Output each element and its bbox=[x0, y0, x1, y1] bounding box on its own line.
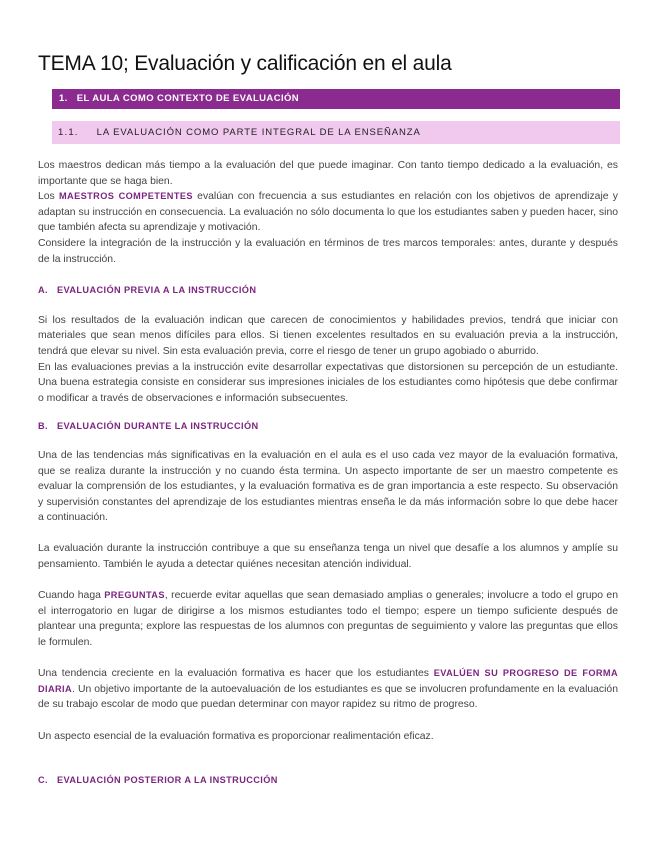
subheading-b bbox=[38, 419, 618, 435]
subheading-a bbox=[38, 283, 618, 299]
subheading-letter: A. bbox=[38, 285, 48, 296]
section-label: EL AULA COMO CONTEXTO DE EVALUACIÓN bbox=[76, 93, 300, 104]
text-run: Una tendencia creciente en la evaluación formativa es hacer que los estudiantes bbox=[38, 668, 434, 680]
subheading-c bbox=[38, 773, 618, 789]
intro-paragraph-1: Los maestros dedican más tiempo a la evaluación del que puede imaginar. Con tanto tiempo dedicado a la evaluación, es importante que se haga bien. bbox=[38, 160, 618, 187]
section-b-paragraph-5: Un aspecto esencial de la evaluación formativa es proporcionar realimentación eficaz. bbox=[38, 730, 434, 742]
subheading-letter: B. bbox=[38, 421, 48, 432]
section-b-paragraph-4 bbox=[38, 666, 618, 713]
subheading-title: EVALUACIÓN POSTERIOR A LA INSTRUCCIÓN bbox=[57, 775, 278, 786]
intro-paragraph-2 bbox=[38, 189, 618, 236]
text-run: evalúan con frecuencia a sus estudiantes en relación con los objetivos de aprendizaje y adaptan su instrucción en consecuencia. La evaluación no sólo documenta lo que los estudiantes saben y pueden hacer, sino que también afecta su aprendizaje y motivación. bbox=[38, 191, 618, 234]
text-run: Cuando haga bbox=[38, 590, 105, 602]
section-heading-1 bbox=[52, 89, 620, 109]
text-run: , recuerde evitar aquellas que sean demasiado amplias o generales; involucre a todo el grupo en el interrogatorio en lugar de dirigirse a los mismos estudiantes todo el tiempo; espere un tiempo suficiente después de plantear una pregunta; explore las respuestas de los alumnos con preguntas de seguimiento y valore las preguntas que ellos le formulen. bbox=[38, 590, 618, 649]
text-run: Los bbox=[38, 191, 59, 203]
page-title: TEMA 10; Evaluación y calificación en el aula bbox=[38, 52, 452, 76]
highlight-maestros-competentes: MAESTROS COMPETENTES bbox=[59, 191, 193, 202]
highlight-preguntas: PREGUNTAS bbox=[104, 590, 165, 601]
document-body bbox=[38, 158, 618, 789]
section-b-paragraph-3 bbox=[38, 588, 618, 650]
subheading-letter: C. bbox=[38, 775, 48, 786]
subsection-heading-1-1 bbox=[52, 121, 620, 144]
subheading-title: EVALUACIÓN DURANTE LA INSTRUCCIÓN bbox=[57, 421, 259, 432]
highlight-evaluen-progreso: EVALÚEN SU PROGRESO DE FORMA DIARIA bbox=[38, 668, 618, 694]
intro-paragraph-3: Considere la integración de la instrucción y la evaluación en términos de tres marcos temporales: antes, durante y después de la instrucción. bbox=[38, 237, 618, 265]
subsection-label: LA EVALUACIÓN COMO PARTE INTEGRAL DE LA ENSEÑANZA bbox=[96, 127, 421, 138]
subsection-number: 1.1. bbox=[58, 127, 79, 138]
text-run: . Un objetivo importante de la autoevaluación de los estudiantes es que se involucren profundamente en la evaluación de su trabajo escolar de modo que puedan determinar con mayor rapidez su ritmo de progreso. bbox=[38, 683, 618, 711]
section-a-paragraph-1: Si los resultados de la evaluación indican que carecen de conocimientos y habilidades previos, tendrá que iniciar con materiales que sean menos difíciles para ellos. Si tienen excelentes resultados en su evaluación previa a la instrucción, tendrá que elevar su nivel. Sin esta evaluación previa, corre el riesgo de tener un grupo agobiado o aburrido. bbox=[38, 314, 618, 357]
subheading-title: EVALUACIÓN PREVIA A LA INSTRUCCIÓN bbox=[57, 285, 257, 296]
section-number: 1. bbox=[59, 93, 68, 104]
section-b-paragraph-1: Una de las tendencias más significativas en la evaluación en el aula es el uso cada vez mayor de la evaluación formativa, que se realiza durante la instrucción y no cuando ésta termina. Un aspecto importante de ser un maestro competente es evaluar la comprensión de los estudiantes, y la evaluación formativa es de gran importancia a este respecto. Su observación y supervisión constantes del aprendizaje de los estudiantes mientras enseña le da más información sobre lo que debe hacer a continuación. bbox=[38, 449, 618, 524]
section-b-paragraph-2: La evaluación durante la instrucción contribuye a que su enseñanza tenga un nivel que desafíe a los alumnos y amplíe su pensamiento. También le ayuda a detectar quiénes necesitan atención individual. bbox=[38, 543, 618, 571]
section-a-paragraph-2: En las evaluaciones previas a la instrucción evite desarrollar expectativas que distorsionen su percepción de un estudiante. Una buena estrategia consiste en considerar sus impresiones iniciales de los estudiantes como hipótesis que debe confirmar o modificar a través de observaciones e información subsecuentes. bbox=[38, 361, 618, 404]
